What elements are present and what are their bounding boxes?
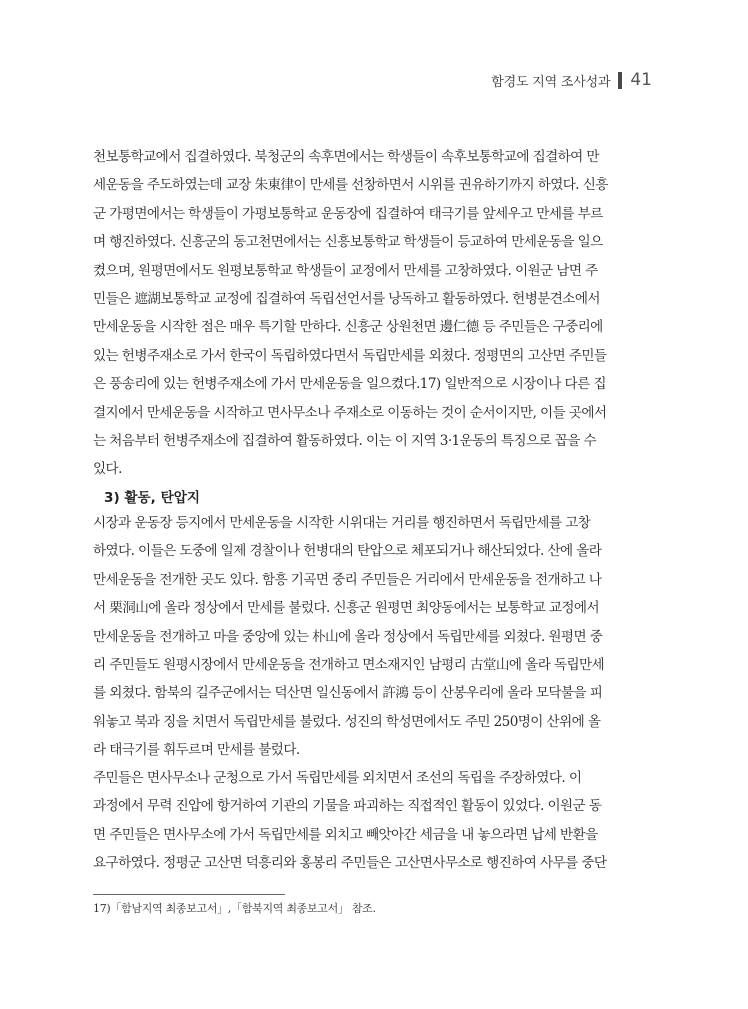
text-line: 있다. (93, 461, 122, 478)
text-line: 서 栗洞山에 올라 정상에서 만세를 불렀다. 신흥군 원평면 최양동에서는 보통학교 교정에서 (93, 600, 599, 617)
text-line: 과정에서 무력 진압에 항거하여 기관의 기물을 파괴하는 직접적인 활동이 있었다. 이원군 동 (93, 798, 602, 815)
text-line: 하였다. 이들은 도중에 일제 경찰이나 헌병대의 탄압으로 체포되거나 해산되었다. 산에 올라 (93, 543, 602, 560)
text-line: 리 주민들도 원평시장에서 만세운동을 전개하고 면소재지인 남평리 古堂山에 올라 독립만세 (93, 657, 605, 674)
text-line: 면 주민들은 면사무소에 가서 독립만세를 외치고 빼앗아간 세금을 내 놓으라면 납세 반환을 (93, 826, 598, 843)
footnote-divider (93, 894, 285, 895)
running-header (491, 70, 652, 90)
text-line: 결지에서 만세운동을 시작하고 면사무소나 주재소로 이동하는 것이 순서이지만, 이들 곳에서 (93, 404, 607, 421)
text-line: 요구하였다. 정평군 고산면 덕흥리와 홍봉리 주민들은 고산면사무소로 행진하여 사무를 중단 (93, 855, 607, 872)
text-line: 만세운동을 전개한 곳도 있다. 함흥 기곡면 중리 주민들은 거리에서 만세운동을 전개하고 나 (93, 571, 602, 588)
text-line: 는 처음부터 헌병주재소에 집결하여 활동하였다. 이는 이 지역 3·1운동의 특징으로 꼽을 수 (93, 433, 597, 450)
header-divider-bar (618, 72, 622, 89)
text-line: 천보통학교에서 집결하였다. 북청군의 속후면에서는 학생들이 속후보통학교에 집결하여 만 (93, 149, 599, 165)
body-paragraph-3 (93, 764, 657, 878)
body-paragraph-1 (93, 143, 657, 484)
text-line: 시장과 운동장 등지에서 만세운동을 시작한 시위대는 거리를 행진하면서 독립만세를 고창 (93, 515, 591, 531)
text-line: 켰으며, 원평면에서도 원평보통학교 학생들이 교정에서 만세를 고창하였다. 이원군 남면 주 (93, 262, 598, 279)
text-line: 라 태극기를 휘두르며 만세를 불렀다. (93, 742, 300, 759)
text-line: 만세운동을 전개하고 마을 중앙에 있는 朴山에 올라 정상에서 독립만세를 외쳤다. 원평면 중 (93, 628, 603, 645)
text-line: 를 외쳤다. 함북의 길주군에서는 덕산면 일신동에서 許鴻 등이 산봉우리에 올라 모닥불을 피 (93, 685, 603, 702)
page-number: 41 (630, 70, 652, 90)
text-line: 만세운동을 시작한 점은 매우 특기할 만하다. 신흥군 상원천면 邊仁德 등 주민들은 구중리에 (93, 319, 603, 336)
text-line: 워놓고 북과 징을 치면서 독립만세를 불렀다. 성진의 학성면에서도 주민 250명이 산위에 올 (93, 713, 601, 730)
text-line: 며 행진하였다. 신흥군의 동고천면에서는 신흥보통학교 학생들이 등교하여 만세운동을 일으 (93, 234, 603, 251)
text-line: 주민들은 면사무소나 군청으로 가서 독립만세를 외치면서 조선의 독립을 주장하였다. 이 (93, 770, 582, 786)
footnote: 17)「함남지역 최종보고서」,「함북지역 최종보고서」 참조. (93, 902, 376, 915)
section-heading: 3) 활동, 탄압지 (104, 490, 200, 506)
text-line: 군 가평면에서는 학생들이 가평보통학교 운동장에 집결하여 태극기를 앞세우고 만세를 부르 (93, 205, 603, 222)
text-line: 세운동을 주도하였는데 교장 朱東律이 만세를 선창하면서 시위를 권유하기까지 하였다. 신흥 (93, 177, 608, 194)
body-paragraph-2 (93, 509, 657, 765)
text-line: 은 풍송리에 있는 헌병주재소에 가서 만세운동을 일으켰다.17) 일반적으로 시장이나 다른 집 (93, 376, 606, 393)
text-line: 민들은 遮湖보통학교 교정에 집결하여 독립선언서를 낭독하고 활동하였다. 헌병분견소에서 (93, 291, 600, 308)
header-title: 함경도 지역 조사성과 (491, 74, 611, 90)
text-line: 있는 헌병주재소로 가서 한국이 독립하였다면서 독립만세를 외쳤다. 정평면의 고산면 주민들 (93, 347, 607, 364)
